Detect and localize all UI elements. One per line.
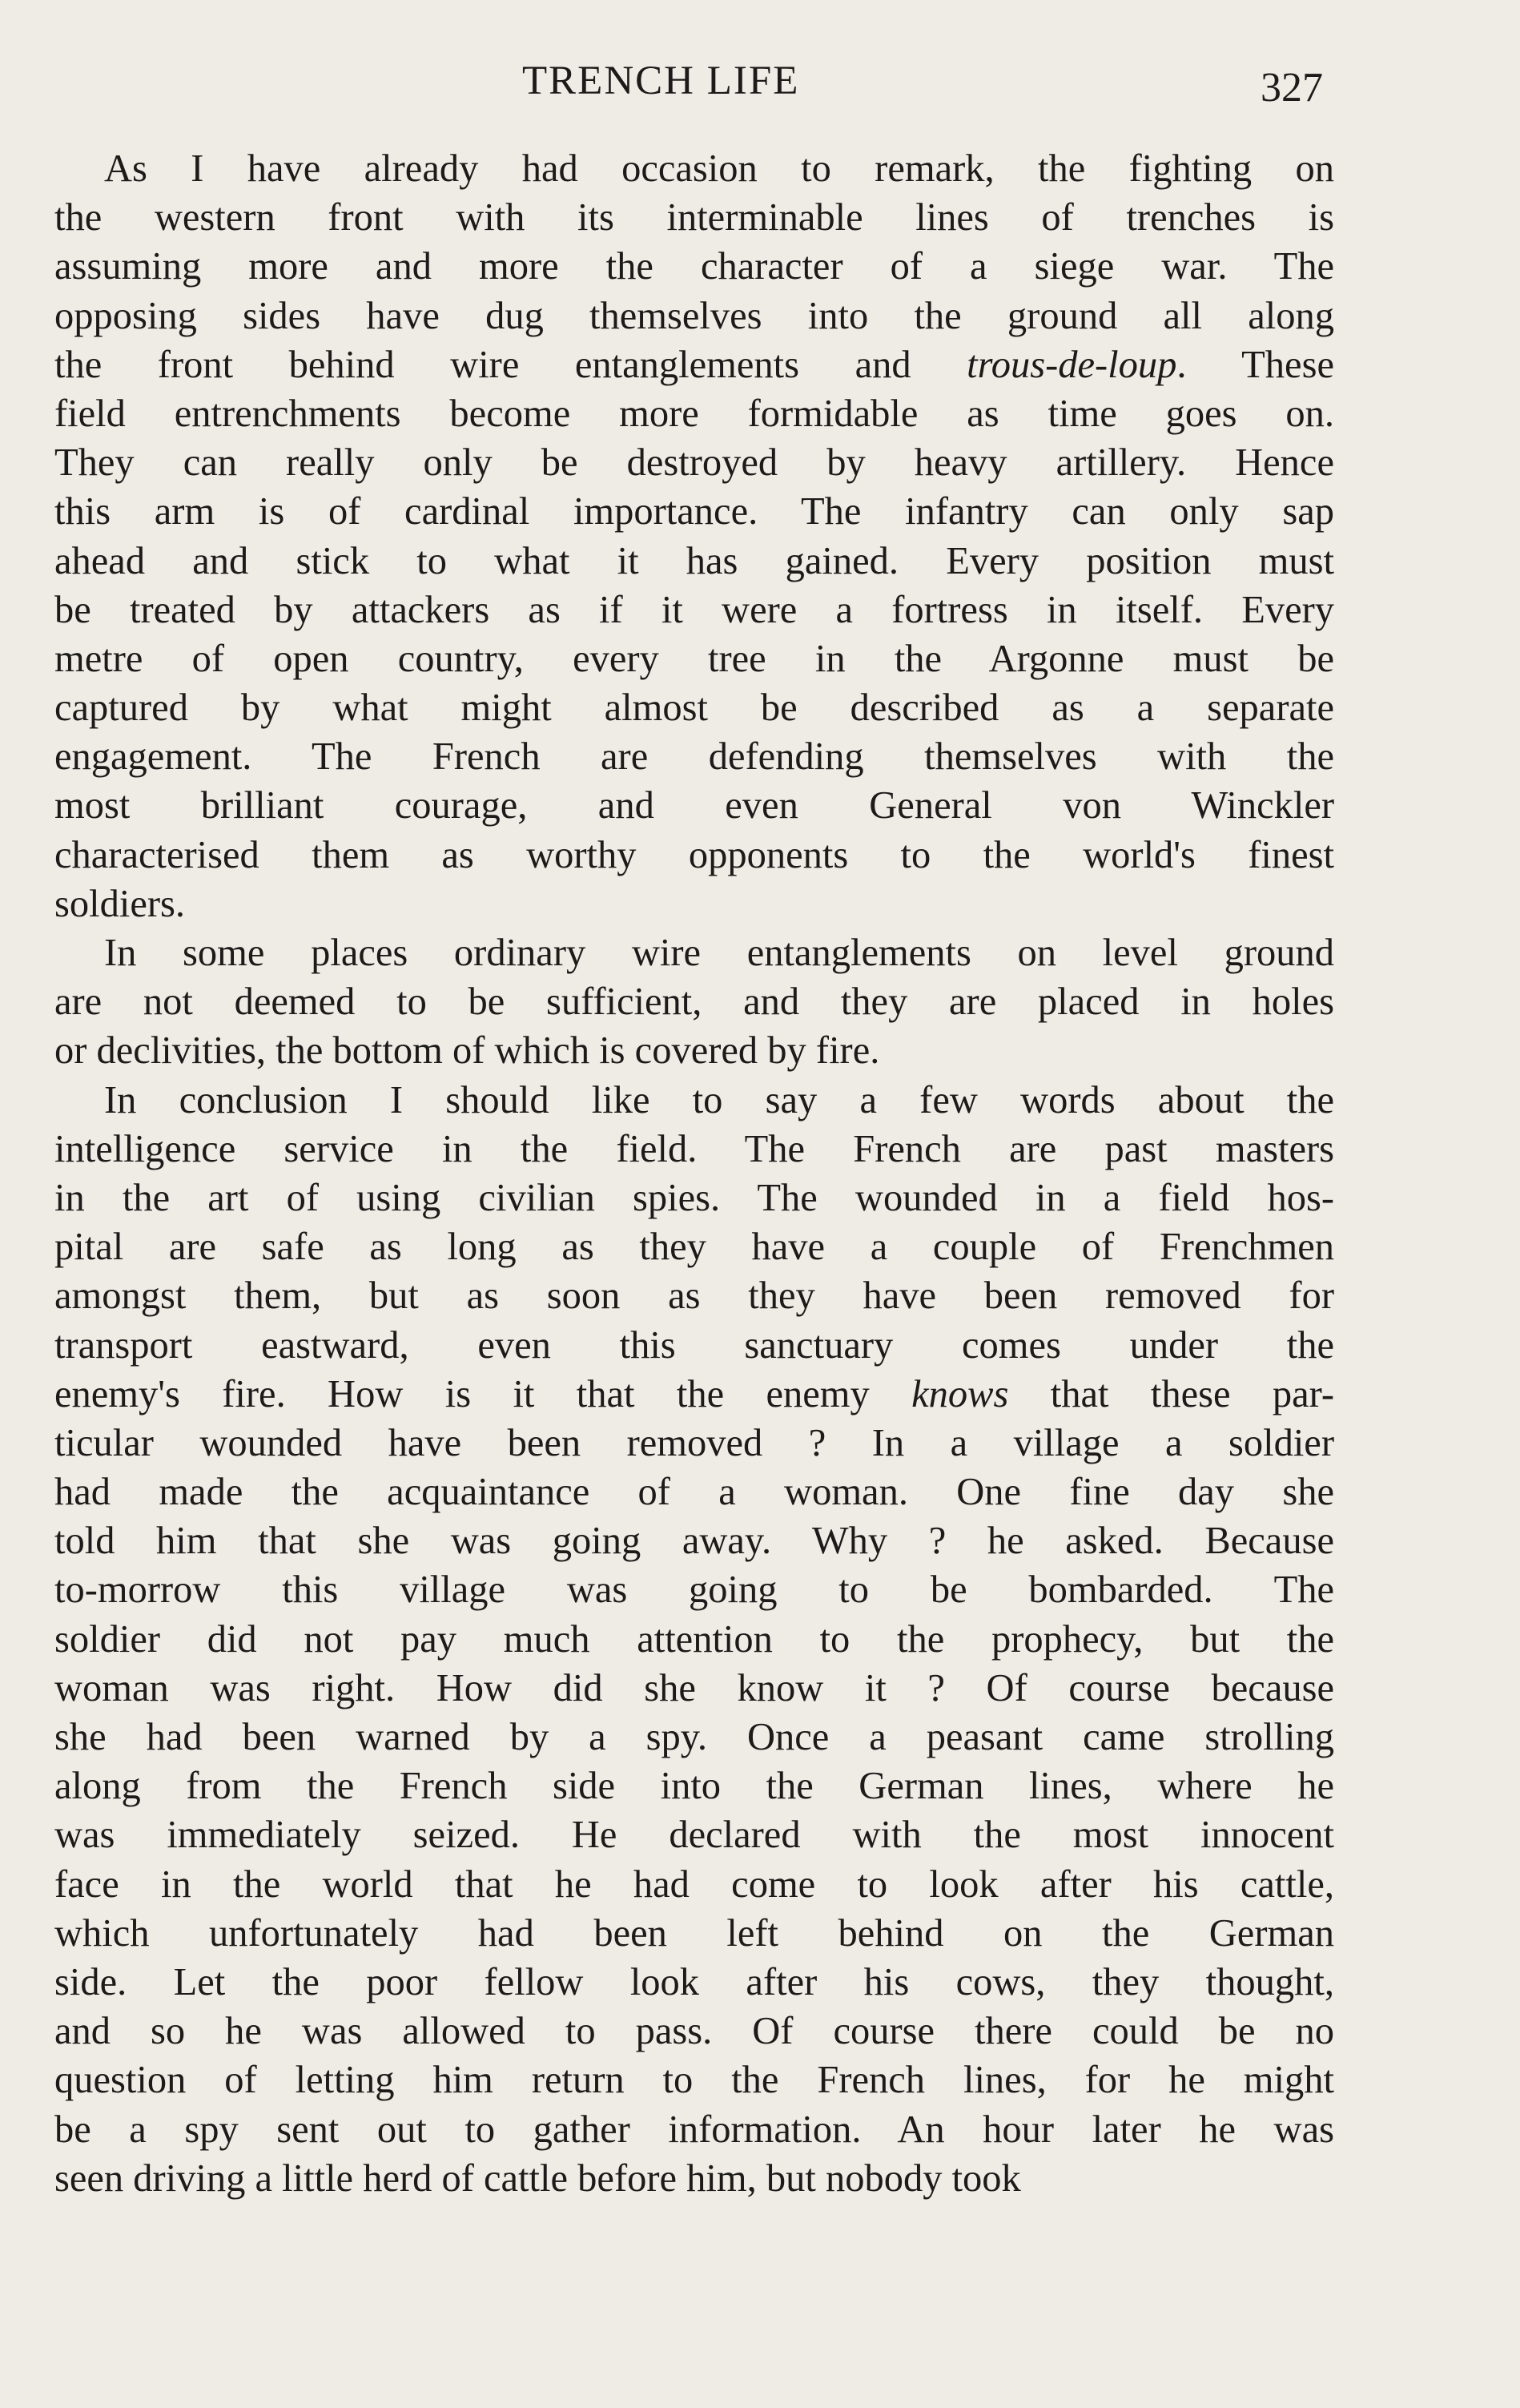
- text-line: woman was right. How did she know it ? Of course because: [54, 1666, 1334, 1709]
- text-line: In conclusion I should like to say a few words about the: [104, 1078, 1334, 1121]
- text-line: this arm is of cardinal importance. The infantry can only sap: [54, 490, 1334, 534]
- text-line: soldiers.: [54, 882, 186, 925]
- text-line: ticular wounded have been removed ? In a village a soldier: [54, 1421, 1334, 1464]
- text-line: the front behind wire entanglements and trous-de-loup. These: [54, 343, 1334, 386]
- text-line: engagement. The French are defending themselves with the: [54, 735, 1334, 779]
- text-line: was immediately seized. He declared with the most innocent: [54, 1814, 1334, 1857]
- page-number: 327: [1261, 65, 1323, 111]
- text-line: are not deemed to be sufficient, and they are placed in holes: [54, 981, 1334, 1024]
- text-line: and so he was allowed to pass. Of course there could be no: [54, 2010, 1334, 2053]
- text-line: question of letting him return to the French lines, for he might: [54, 2059, 1334, 2102]
- text-line: field entrenchments become more formidable as time goes on.: [54, 392, 1334, 435]
- body-text: [54, 144, 1334, 2203]
- text-line: or declivities, the bottom of which is covered by fire.: [54, 1029, 880, 1073]
- running-head-title: TRENCH LIFE: [522, 58, 800, 103]
- text-line: the western front with its interminable lines of trenches is: [54, 196, 1334, 240]
- text-line: enemy's fire. How is it that the enemy knows that these par-: [54, 1372, 1334, 1415]
- text-line: had made the acquaintance of a woman. One fine day she: [54, 1471, 1334, 1514]
- text-line: amongst them, but as soon as they have been removed for: [54, 1274, 1334, 1318]
- text-line: to-morrow this village was going to be bombarded. The: [54, 1568, 1334, 1612]
- text-line: intelligence service in the field. The French are past masters: [54, 1127, 1334, 1170]
- text-line: face in the world that he had come to look after his cattle,: [54, 1862, 1334, 1906]
- text-line: characterised them as worthy opponents to the world's finest: [54, 833, 1334, 876]
- paragraph: [54, 928, 1334, 1076]
- text-line: side. Let the poor fellow look after his cows, they thought,: [54, 1960, 1334, 2003]
- text-line: soldier did not pay much attention to the prophecy, but the: [54, 1617, 1334, 1661]
- text-line: ahead and stick to what it has gained. Every position must: [54, 539, 1334, 582]
- text-line: assuming more and more the character of a siege war. The: [54, 245, 1334, 288]
- paragraph: [54, 1076, 1334, 2203]
- text-line: metre of open country, every tree in the Argonne must be: [54, 637, 1334, 680]
- text-line: transport eastward, even this sanctuary comes under the: [54, 1323, 1334, 1367]
- text-line: opposing sides have dug themselves into the ground all along: [54, 294, 1334, 337]
- text-line: captured by what might almost be described as a separate: [54, 687, 1334, 730]
- text-line: most brilliant courage, and even General von Winckler: [54, 784, 1334, 827]
- text-line: which unfortunately had been left behind on the German: [54, 1911, 1334, 1955]
- text-line: along from the French side into the German lines, where he: [54, 1765, 1334, 1808]
- text-line: told him that she was going away. Why ? he asked. Because: [54, 1520, 1334, 1563]
- text-line: In some places ordinary wire entanglements on level ground: [104, 932, 1334, 974]
- text-line: she had been warned by a spy. Once a peasant came strolling: [54, 1716, 1334, 1758]
- text-line: in the art of using civilian spies. The wounded in a field hos-: [54, 1176, 1334, 1219]
- text-line: seen driving a little herd of cattle before him, but nobody took: [54, 2156, 1021, 2200]
- text-line: They can really only be destroyed by heavy artillery. Hence: [54, 441, 1334, 485]
- text-line: pital are safe as long as they have a couple of Frenchmen: [54, 1226, 1334, 1269]
- running-head: [0, 53, 1520, 117]
- text-line: As I have already had occasion to remark, the fighting on: [104, 147, 1334, 190]
- text-line: be treated by attackers as if it were a fortress in itself. Every: [54, 588, 1334, 631]
- text-line: be a spy sent out to gather information. An hour later he was: [54, 2108, 1334, 2151]
- paragraph: [54, 144, 1334, 928]
